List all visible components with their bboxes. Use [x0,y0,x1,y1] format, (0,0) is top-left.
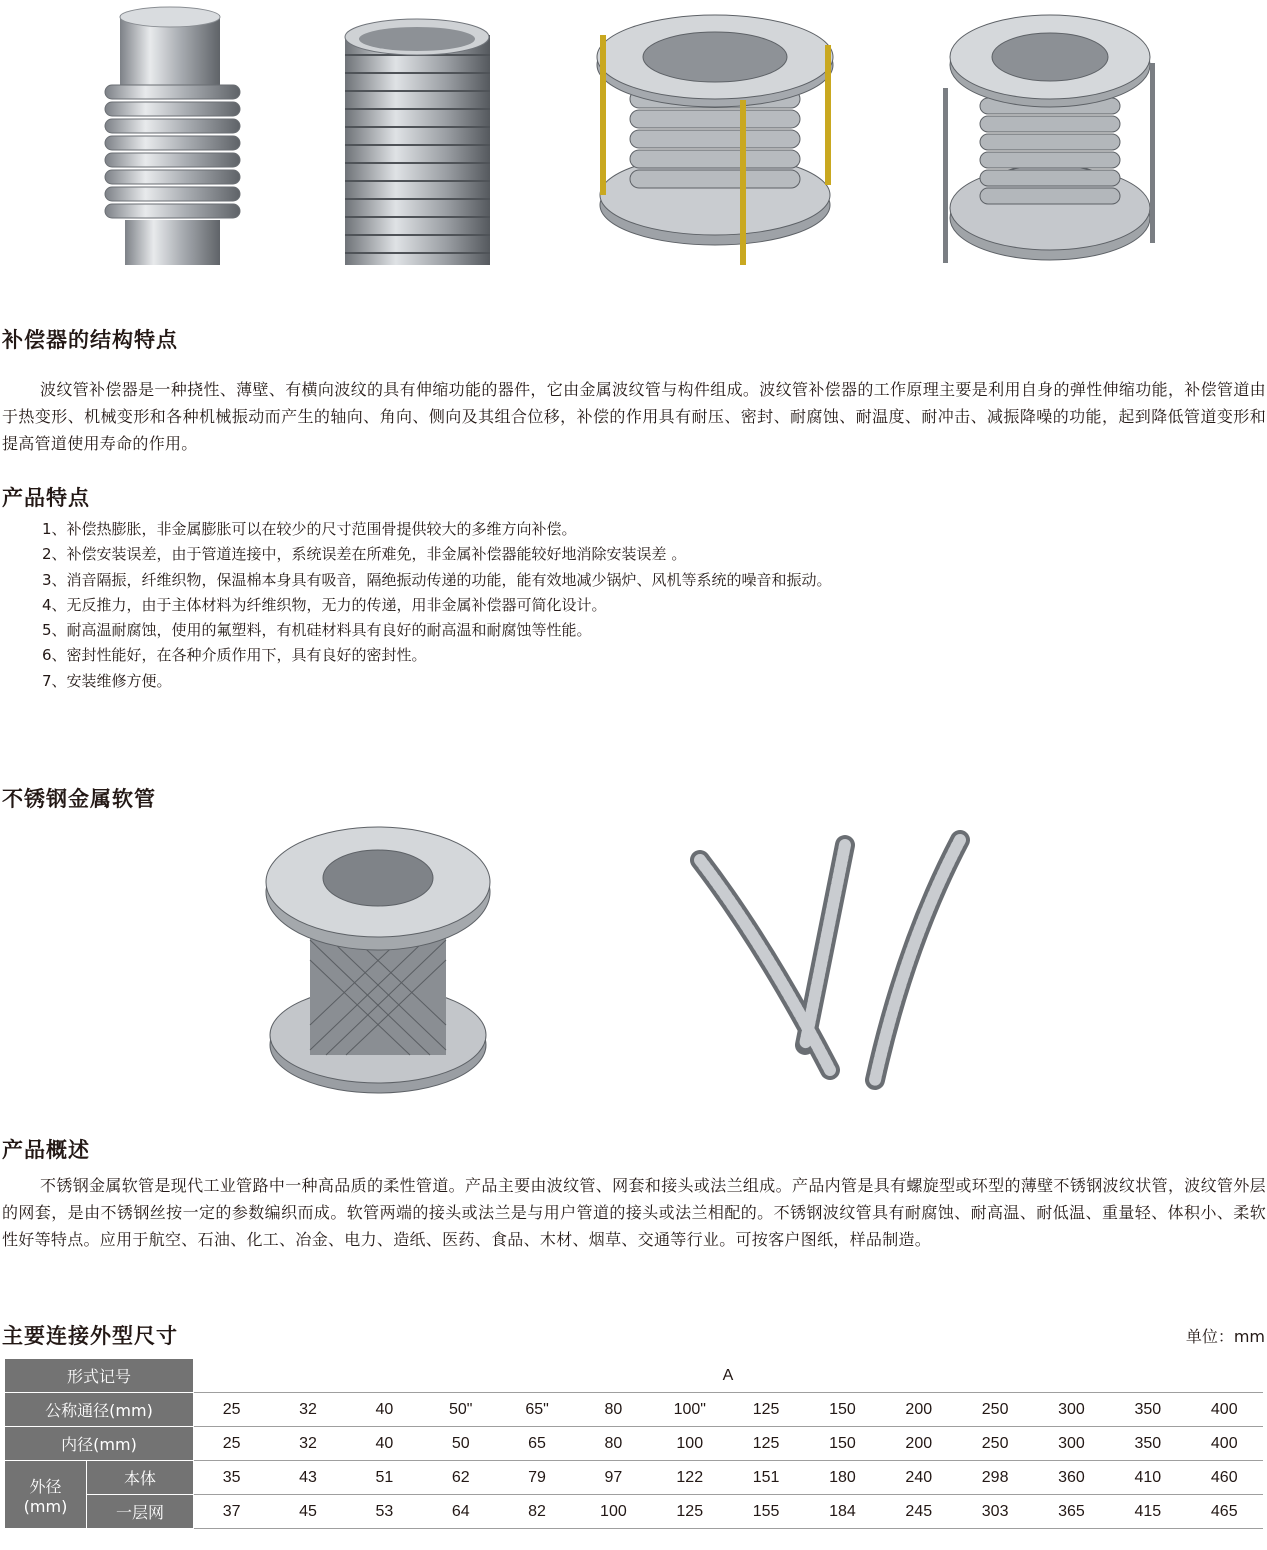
table-cell: 298 [957,1461,1033,1495]
table-cell: 37 [194,1495,270,1529]
bellows-pipe-photo-1 [100,5,245,270]
table-cell: 410 [1110,1461,1186,1495]
table-cell: 125 [652,1495,728,1529]
mesh-label: 一层网 [87,1495,194,1529]
dimensions-table [4,1358,1263,1529]
unit-label: 单位：mm [1185,1327,1265,1346]
table-cell: 400 [1186,1393,1263,1427]
table-cell: 350 [1110,1427,1186,1461]
table-cell: 97 [575,1461,651,1495]
table-cell: 79 [499,1461,575,1495]
table-cell: 62 [423,1461,499,1495]
table-row [5,1495,1263,1529]
table-cell: 360 [1033,1461,1109,1495]
table-cell: 80 [575,1427,651,1461]
compensator-structure-paragraph: 波纹管补偿器是一种挠性、薄壁、有横向波纹的具有伸缩功能的器件，它由金属波纹管与构件组成。波纹管补偿器的工作原理主要是利用自身的弹性伸缩功能，补偿管道由于热变形、机械变形和各种机械振动而产生的轴向、角向、侧向及其组合位移，补偿的作用具有耐压、密封、耐腐蚀、耐温度、耐冲击、减振降噪的功能，起到降低管道变形和提高管道使用寿命的作用。 [2,380,1266,453]
table-cell: 200 [881,1427,957,1461]
table-cell: 25 [194,1393,270,1427]
feature-item: 4、无反推力，由于主体材料为纤维织物，无力的传递，用非金属补偿器可简化设计。 [42,595,607,614]
section-title-compensator-structure: 补偿器的结构特点 [2,328,178,352]
inner-label: 内径(mm) [5,1427,194,1461]
table-cell: 82 [499,1495,575,1529]
table-cell: 65" [499,1393,575,1427]
flanged-compensator-photo-1 [585,5,845,280]
table-cell: 40 [346,1393,422,1427]
table-cell: 465 [1186,1495,1263,1529]
feature-item: 3、消音隔振，纤维织物，保温棉本身具有吸音，隔绝振动传递的功能，能有效地减少锅炉、风机等系统的噪音和振动。 [42,570,832,589]
table-cell: 45 [270,1495,346,1529]
table-cell: 125 [728,1393,804,1427]
table-cell: 184 [804,1495,880,1529]
table-cell: 250 [957,1393,1033,1427]
table-cell: 200 [881,1393,957,1427]
table-cell: 35 [194,1461,270,1495]
feature-item: 2、补偿安装误差，由于管道连接中，系统误差在所难免，非金属补偿器能较好地消除安装误差 。 [42,545,687,564]
body-label: 本体 [87,1461,194,1495]
table-cell: 51 [346,1461,422,1495]
table-cell: 240 [881,1461,957,1495]
table-cell: 122 [652,1461,728,1495]
bellows-pipe-photo-2 [335,15,500,275]
table-cell: 350 [1110,1393,1186,1427]
table-cell: 65 [499,1427,575,1461]
flanged-compensator-photo-2 [935,3,1165,273]
braided-hose-flange-photo [260,820,495,1100]
table-cell: 40 [346,1427,422,1461]
table-row [5,1461,1263,1495]
table-cell: 100" [652,1393,728,1427]
table-cell: 155 [728,1495,804,1529]
table-cell: 32 [270,1393,346,1427]
product-features-list [42,517,832,694]
form-value: A [194,1359,1263,1393]
section-title-dimensions: 主要连接外型尺寸 [2,1324,178,1348]
table-cell: 80 [575,1393,651,1427]
section-title-product-overview: 产品概述 [2,1138,90,1162]
table-cell: 32 [270,1427,346,1461]
form-label: 形式记号 [5,1359,194,1393]
table-cell: 460 [1186,1461,1263,1495]
feature-item: 5、耐高温耐腐蚀，使用的氟塑料，有机硅材料具有良好的耐高温和耐腐蚀等性能。 [42,621,592,640]
threaded-hoses-photo [675,825,975,1105]
outer-label: 外径(mm) [5,1461,87,1529]
feature-item: 1、补偿热膨胀，非金属膨胀可以在较少的尺寸范围骨提供较大的多维方向补偿。 [42,520,577,538]
section-title-stainless-hose: 不锈钢金属软管 [2,787,156,811]
feature-item: 7、安装维修方便。 [42,671,172,690]
table-cell: 365 [1033,1495,1109,1529]
table-row [5,1359,1263,1393]
table-cell: 150 [804,1393,880,1427]
table-cell: 400 [1186,1427,1263,1461]
table-cell: 53 [346,1495,422,1529]
table-cell: 151 [728,1461,804,1495]
table-cell: 250 [957,1427,1033,1461]
table-cell: 300 [1033,1393,1109,1427]
table-cell: 100 [575,1495,651,1529]
table-cell: 125 [728,1427,804,1461]
table-cell: 415 [1110,1495,1186,1529]
table-cell: 25 [194,1427,270,1461]
product-overview-paragraph: 不锈钢金属软管是现代工业管路中一种高品质的柔性管道。产品主要由波纹管、网套和接头或法兰组成。产品内管是具有螺旋型或环型的薄壁不锈钢波纹状管，波纹管外层的网套，是由不锈钢丝按一定的参数编织而成。软管两端的接头或法兰是与用户管道的接头或法兰相配的。不锈钢波纹管具有耐腐蚀、耐高温、耐低温、重量轻、体积小、柔软性好等特点。应用于航空、石油、化工、冶金、电力、造纸、医药、食品、木材、烟草、交通等行业。可按客户图纸，样品制造。 [2,1176,1266,1249]
table-cell: 150 [804,1427,880,1461]
section-title-product-features: 产品特点 [2,486,90,510]
table-cell: 245 [881,1495,957,1529]
table-cell: 64 [423,1495,499,1529]
table-row [5,1427,1263,1461]
table-cell: 50" [423,1393,499,1427]
table-cell: 50 [423,1427,499,1461]
feature-item: 6、密封性能好，在各种介质作用下，具有良好的密封性。 [42,646,427,665]
table-cell: 100 [652,1427,728,1461]
table-cell: 300 [1033,1427,1109,1461]
nominal-label: 公称通径(mm) [5,1393,194,1427]
table-row [5,1393,1263,1427]
table-cell: 43 [270,1461,346,1495]
table-cell: 180 [804,1461,880,1495]
table-cell: 303 [957,1495,1033,1529]
